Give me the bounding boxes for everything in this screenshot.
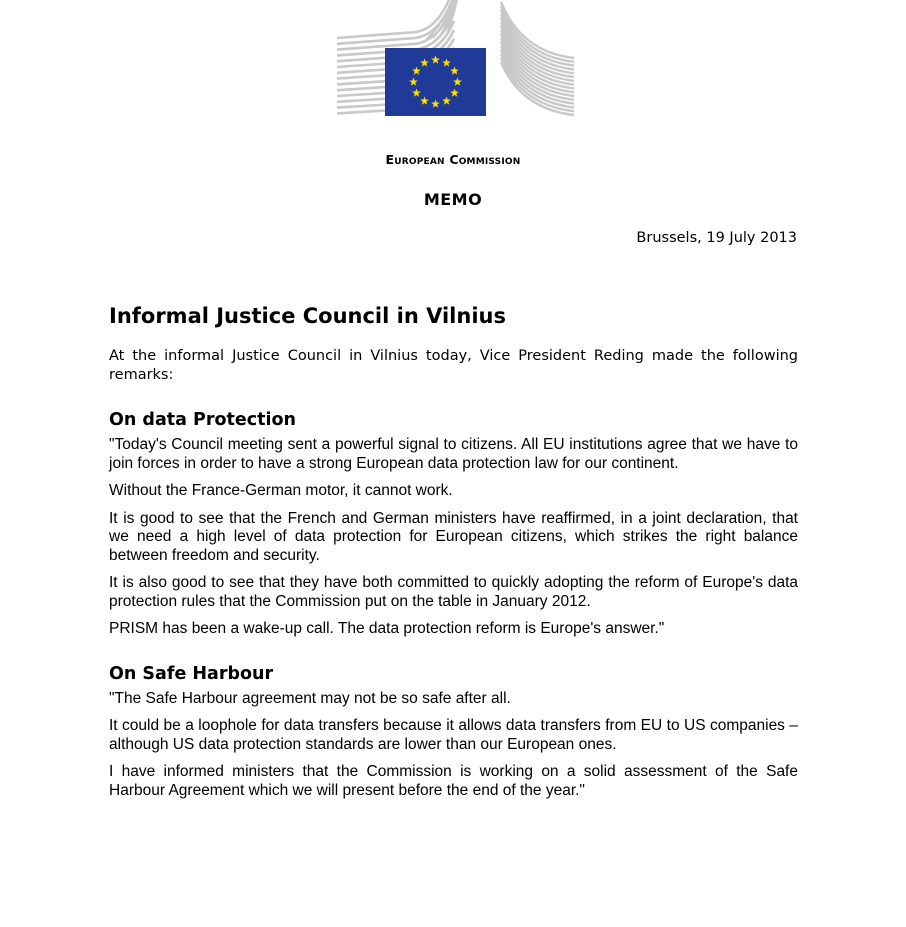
intro-paragraph: At the informal Justice Council in Vilnius today, Vice President Reding made the following remarks: — [109, 348, 798, 383]
paragraph: "Today's Council meeting sent a powerful signal to citizens. All EU institutions agree that we have to join forces in order to have a strong European data protection law for our continent. — [109, 436, 798, 472]
paragraph: Without the France-German motor, it cannot work. — [109, 482, 453, 499]
paragraph: It is good to see that the French and German ministers have reaffirmed, in a joint declaration, that we need a high level of data protection for European citizens, which strikes the right balance between freedom and security. — [109, 509, 798, 564]
paragraph: PRISM has been a wake-up call. The data protection reform is Europe's answer." — [109, 620, 665, 637]
section-safe-harbour — [109, 662, 798, 801]
paragraph: It is also good to see that they have both committed to quickly adopting the reform of Europe's data protection rules that the Commission put on the table in January 2012. — [109, 574, 798, 610]
european-commission-logo — [336, 0, 576, 120]
document-type: MEMO — [423, 190, 483, 209]
building-stripes-right — [501, 2, 574, 115]
organization-name: European Commission — [385, 152, 521, 167]
paragraph: "The Safe Harbour agreement may not be so safe after all. — [109, 689, 511, 707]
section-heading: On Safe Harbour — [109, 663, 274, 684]
dateline: Brussels, 19 July 2013 — [636, 230, 797, 246]
eu-flag-icon — [336, 0, 576, 120]
article-title: Informal Justice Council in Vilnius — [109, 304, 506, 328]
paragraph: It could be a loophole for data transfers because it allows data transfers from EU to US companies – although US data protection standards are lower than our European ones. — [109, 717, 798, 753]
section-heading: On data Protection — [109, 410, 296, 430]
article — [109, 302, 798, 809]
section-data-protection — [109, 408, 798, 639]
paragraph: I have informed ministers that the Commission is working on a solid assessment of the Safe Harbour Agreement which we will present before the end of the year." — [109, 763, 798, 799]
